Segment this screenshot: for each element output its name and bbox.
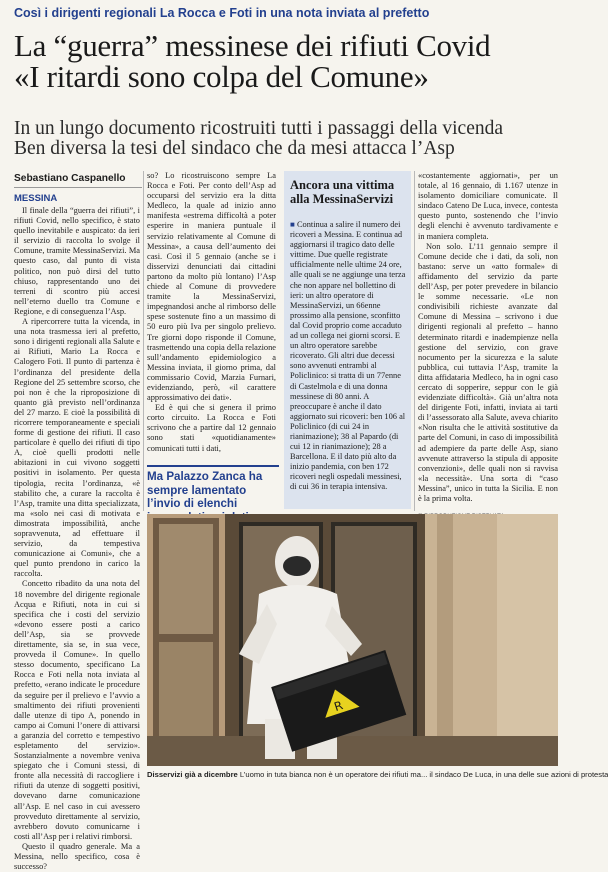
paragraph: Questo il quadro generale. Ma a Messina, nello specifico, cosa è successo? — [14, 841, 140, 872]
headline — [14, 30, 554, 92]
paragraph: so? Lo ricostruiscono sempre La Rocca e Foti. Per conto dell’Asp ad occuparsi del servizio era la ditta Medleco, la quale ad inizio anno manifesta «estrema difficoltà a poter esperire in maniera puntuale il servizio relativamente al Comune di Messina», a causa dell’aumento dei casi. Così il 5 gennaio (anche se i disservizi denunciati dai cittadini partono da molto più lontano) l’Asp chiede al Comune di provvedere tramite la MessinaServizi, impegnandosi anche al rimborso delle spese sostenute fino a un massimo di 50 euro più Iva per singolo prelievo. Tre giorni dopo risponde il Comune, trasmettendo una copia della relazione sull’andamento epidemiologico a Messina inviata, il giorno prima, dal commissario Covid, Marzia Furnari, evidenziando, però, «il carattere approssimativo dei dati». — [147, 171, 276, 403]
subheadline-line-1: In un lungo documento ricostruiti tutti i passaggi della vicenda — [14, 118, 504, 139]
article-column-1 — [14, 206, 140, 872]
caption-lead: Disservizi già a dicembre — [147, 770, 238, 779]
paragraph: Non solo. L’11 gennaio sempre il Comune decide che i dati, da soli, non bastano: serve un «atto formale» di affidamento del servizio da parte dell’Asp, per poter prevedere in bilancio le somme necessarie. «Le non condivisibili richieste avanzate dal Comune di Messina – scrivono i due dirigenti regionali al prefetto – hanno determinato ritardi e inadempienze nella gestione del servizio, con grave nocumento per la sicurezza e la salute pubblica, cui tuttavia l’Asp, tramite la ditta affidataria Medleco, ha in ogni caso cercato di sopperire, seppur con le già evidenziate difficoltà». Già un’altra nota del dirigente Foti, infatti, inviata ai tarti di l’assessorato alla Salute, aveva chiarito «Non risulta che le attività sostitutive da parte del Comuni, in caso di impossibilità ad adempiere da parte delle Asp, siano avvenute attraverso la stipula di apposite convenzioni», delle quali non si ravvisa «la necessità». Una sorta di “caso Messina”, unico in tutta la Sicilia. E non è la prima volta. — [418, 241, 558, 503]
sidebar-title: Ancora una vittima alla MessinaServizi — [290, 178, 395, 206]
subheadline — [14, 119, 554, 159]
sidebar-text: Continua a salire il numero dei ricoveri a Messina. E continua ad aggiornarsi il tragico dato delle vittime. Due quelle registrate ufficialmente nelle ultime 24 ore, alle quali se ne aggiunge una terza che non appare nel bollettino di ieri: un altro operatore di MessinaServizi, un 66enne prossimo alla pensione, sconfitto dal Covid proprio come accaduto ad un collega nei giorni scorsi. E un altro operatore sarebbe ricoverato. Gli altri due decessi sono avvenuti entrambi al Policlinico: si tratta di un 77enne di Castelmola e di una donna messinese di 80 anni. A preoccupare è anche il dato aggiornato sui ricoveri: ben 106 al Policlinico (di cui 24 in rianimazione); 38 al Papardo (di cui 12 in rianimazione); 28 a Barcellona. E il dato più alto da inizio pandemia, con ben 172 ricoveri negli ospedali messinesi, di cui 36 in terapia intensiva. — [290, 220, 406, 492]
photo-illustration — [147, 514, 558, 766]
bullet-icon: ■ — [290, 220, 295, 229]
svg-text:R: R — [332, 698, 345, 715]
sidebar-paragraph — [290, 220, 407, 493]
sidebar-body — [290, 220, 407, 505]
paragraph: Il finale della “guerra dei rifiuti”, i rifiuti Covid, nello specifico, è stato quello inevitabile e auspicato: da ieri il servizio di raccolta lo svolge il Comune, tramite MessinaServizi. Ma questo caso, dal punto di vista politico, non può dirsi del tutto chiuso, rappresentando uno dei terreni di scontro più accesi nell’eterno duello tra Comune e Regione, e di conseguenza l’Asp. — [14, 206, 140, 316]
column-divider — [143, 171, 144, 511]
paragraph: Concetto ribadito da una nota del 18 novembre del dirigente regionale Acqua e Rifiuti, nota in cui si specifica che i costi del servizio «devono essere posti a carico dell’Asp, sia se provvede direttamente, sia se, in sua vece, provveda il Comune». In quello stesso documento, specificano La Rocca e Foti nella nota inviata al prefetto, «erano indicate le procedure da seguire per il prelievo e l’avvio a smaltimento dei rifiuti provenienti dalle utenze di tipo A, ponendo in campo ai Comuni l’onere di attivarsi a garanzia del corretto e tempestivo espletamento del servizio». Sostanzialmente a novembre veniva spiegato che i Comuni stessi, di fronte alla necessità di raccogliere i rifiuti da utenze di soggetti positivi, dovevano darne comunicazione all’Asp. E nel caso in cui avessero provveduto direttamente al servizio, avrebbero dovuto comunicarne i costi all’Asp per i relativi rimborsi. — [14, 579, 140, 841]
photo-caption — [147, 770, 608, 779]
pullquote-rule — [147, 465, 279, 467]
kicker: Così i dirigenti regionali La Rocca e Foti in una nota inviata al prefetto — [14, 6, 430, 20]
news-photo — [147, 514, 558, 766]
subheadline-line-2: Ben diversa la tesi del sindaco che da mesi attacca l’Asp — [14, 138, 455, 159]
pullquote: Ma Palazzo Zanca ha sempre lamentato l’invio di elenchi — [147, 470, 263, 510]
column-divider — [414, 171, 415, 511]
paragraph: «costantemente aggiornati», per un totale, al 16 gennaio, di 1.167 utenze in isolamento domiciliare comunicate. Il sindaco Cateno De Luca, invece, contesta questo punto, sostenendo che l’invio degli elenchi è avvenuto tardivamente e in maniera completa. — [418, 171, 558, 241]
headline-line-1: La “guerra” messinese dei rifiuti Covid — [14, 28, 491, 63]
article-column-2 — [147, 171, 276, 464]
dateline: MESSINA — [14, 193, 58, 204]
paragraph: A ripercorrere tutta la vicenda, in una nota trasmessa ieri al prefetto, sono i dirigenti regionali alla Salute e ai Rifiuti, Mario La Rocca e Calogero Foti. Il punto di partenza è l’ordinanza del presidente della Regione del 25 settembre scorso, che poi non è che la riproposizione di quanto già previsto nell’ordinanza del 27 marzo. E cioè la possibilità di ricorrere temporaneamente e speciali forme di gestione dei rifiuti. Il caso particolare è quello dei rifiuti di tipo A, cioè quelli prodotti nelle abitazioni in cui vivono soggetti positivi in isolamento. Per questa tipologia, recita l’ordinanza, «è stabilito che, a curare la raccolta è l’Asp, tramite una ditta specializzata, ma «solo nei casi di motivata e dimostrata impossibilità, anche sopravvenuta, ad effettuare il servizio, da tempestiva comunicazione ai Comuni», che a quel punto prendono in carico la raccolta. — [14, 317, 140, 579]
paragraph: Ed è qui che si genera il primo corto circuito. La Rocca e Foti scrivono che a partire dal 12 gennaio sono stati «quotidianamente» comunicati tutti i dati, — [147, 403, 276, 453]
article-column-4 — [418, 171, 558, 511]
caption-text: L’uomo in tuta bianca non è un operatore dei rifiuti ma... il sindaco De Luca, in una delle sue azioni di protesta — [239, 770, 608, 779]
headline-line-2: «I ritardi sono colpa del Comune» — [14, 59, 429, 94]
byline: Sebastiano Caspanello — [14, 173, 142, 188]
